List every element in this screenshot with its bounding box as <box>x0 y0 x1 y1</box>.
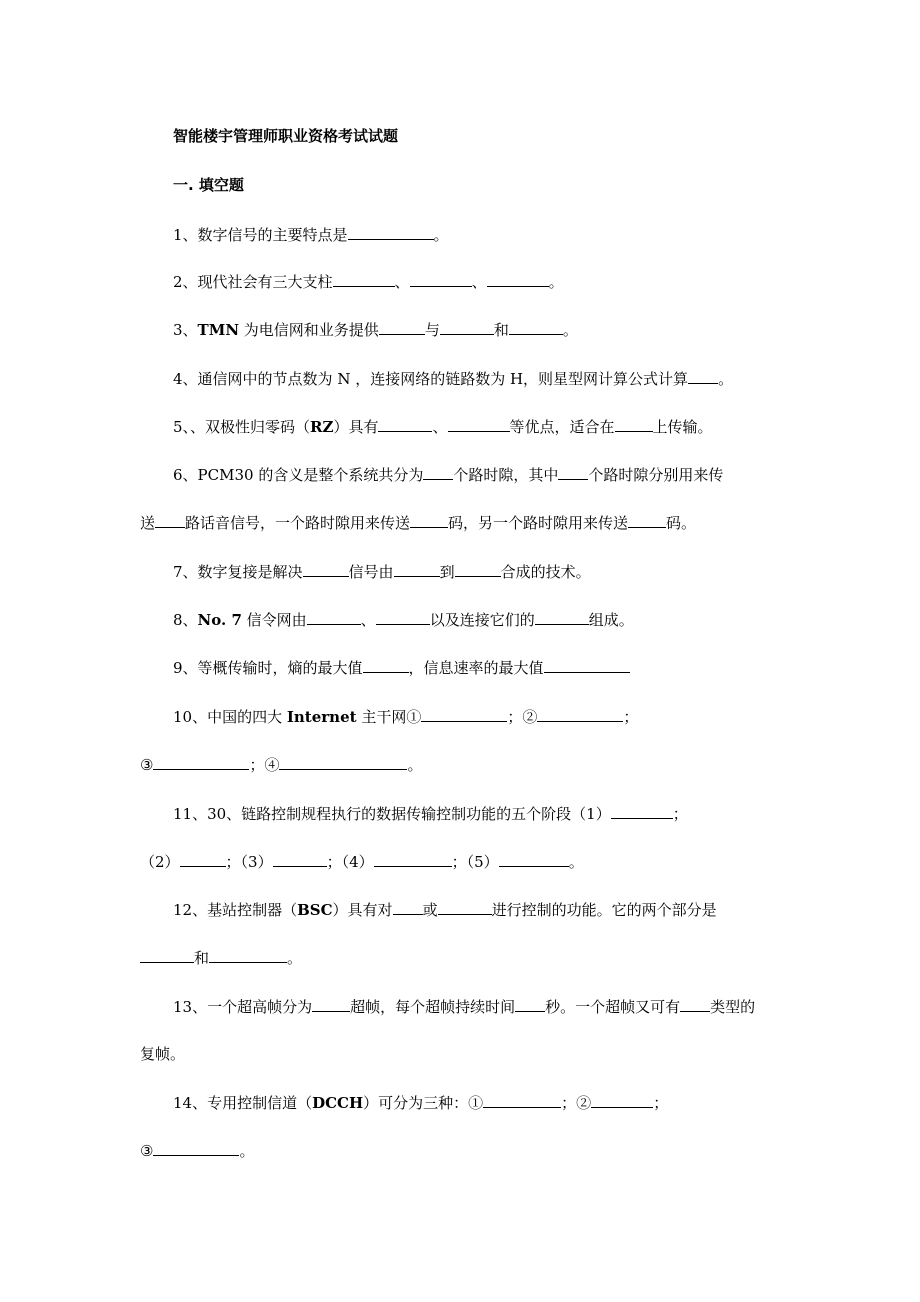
answer-blank[interactable] <box>487 271 549 287</box>
question-3: 3、TMN 为电信网和业务提供 与 和 。 <box>173 321 578 339</box>
question-2: 2、现代社会有三大支柱 、 、 。 <box>173 273 564 291</box>
answer-blank[interactable] <box>140 947 194 963</box>
answer-blank[interactable] <box>483 1092 561 1108</box>
question-6-line-2: 送 路话音信号，一个路时隙用来传送 码，另一个路时隙用来传送 码。 <box>140 514 697 532</box>
question-9: 9、等概传输时，熵的最大值 ，信息速率的最大值 <box>173 657 630 678</box>
answer-blank[interactable] <box>438 899 492 915</box>
answer-blank[interactable] <box>591 1092 653 1108</box>
section-heading: 一. 填空题 <box>173 176 244 194</box>
answer-blank[interactable] <box>421 706 507 722</box>
question-14-line-2: ③ 。 <box>140 1142 255 1160</box>
q10-term: Internet <box>286 708 357 726</box>
answer-blank[interactable] <box>410 512 448 528</box>
answer-blank[interactable] <box>393 899 423 915</box>
answer-blank[interactable] <box>680 996 710 1012</box>
answer-blank[interactable] <box>499 851 569 867</box>
answer-blank[interactable] <box>348 224 434 240</box>
question-12-line-2: 和 。 <box>140 947 302 968</box>
answer-blank[interactable] <box>455 561 501 577</box>
answer-blank[interactable] <box>628 512 666 528</box>
answer-blank[interactable] <box>209 947 287 963</box>
answer-blank[interactable] <box>615 416 653 432</box>
answer-blank[interactable] <box>374 851 452 867</box>
answer-blank[interactable] <box>394 561 440 577</box>
answer-blank[interactable] <box>423 464 453 480</box>
answer-blank[interactable] <box>376 609 430 625</box>
answer-blank[interactable] <box>509 319 563 335</box>
question-10-line-2: ③ ；④ 。 <box>140 756 423 774</box>
q8-term: No. 7 <box>197 611 242 629</box>
question-8: 8、No. 7 信令网由 、 以及连接它们的 组成。 <box>173 611 634 629</box>
answer-blank[interactable] <box>688 368 718 384</box>
answer-blank[interactable] <box>333 271 395 287</box>
answer-blank[interactable] <box>378 416 432 432</box>
answer-blank[interactable] <box>303 561 349 577</box>
answer-blank[interactable] <box>279 754 407 770</box>
answer-blank[interactable] <box>535 609 589 625</box>
answer-blank[interactable] <box>537 706 623 722</box>
answer-blank[interactable] <box>558 464 588 480</box>
answer-blank[interactable] <box>611 803 673 819</box>
q5-term: RZ <box>310 418 334 436</box>
q12-term: BSC <box>297 901 333 919</box>
answer-blank[interactable] <box>153 1140 239 1156</box>
q14-term: DCCH <box>312 1094 364 1112</box>
question-1: 1、数字信号的主要特点是 。 <box>173 226 449 244</box>
page-title: 智能楼宇管理师职业资格考试试题 <box>173 127 399 145</box>
answer-blank[interactable] <box>515 996 545 1012</box>
answer-blank[interactable] <box>448 416 510 432</box>
question-5: 5、、双极性归零码（RZ）具有 、 等优点，适合在 上传输。 <box>173 418 713 436</box>
question-4: 4、通信网中的节点数为 N ，连接网络的链路数为 H，则星型网计算公式计算 。 <box>173 370 734 388</box>
answer-blank[interactable] <box>153 754 249 770</box>
q2-text: 2、现代社会有三大支柱 <box>173 273 333 291</box>
answer-blank[interactable] <box>312 996 350 1012</box>
q3-term: TMN <box>197 321 240 339</box>
question-13-line-2: 复帧。 <box>140 1045 186 1063</box>
answer-blank[interactable] <box>440 319 494 335</box>
question-14-line-1: 14、专用控制信道（DCCH）可分为三种：① ；② ； <box>173 1094 669 1112</box>
answer-blank[interactable] <box>273 851 327 867</box>
question-6-line-1: 6、PCM30 的含义是整个系统共分为 个路时隙，其中 个路时隙分别用来传 <box>173 466 724 484</box>
question-11-line-2: （2） ；（3） ；（4） ；（5） 。 <box>140 853 584 871</box>
answer-blank[interactable] <box>155 512 185 528</box>
answer-blank[interactable] <box>180 851 226 867</box>
answer-blank[interactable] <box>379 319 425 335</box>
answer-blank[interactable] <box>307 609 361 625</box>
answer-blank[interactable] <box>544 657 630 673</box>
question-12-line-1: 12、基站控制器（BSC）具有对 或 进行控制的功能。它的两个部分是 <box>173 901 717 919</box>
question-7: 7、数字复接是解决 信号由 到 合成的技术。 <box>173 563 591 581</box>
question-13-line-1: 13、一个超高帧分为 超帧，每个超帧持续时间 秒。一个超帧又可有 类型的 <box>173 998 756 1016</box>
q1-text: 1、数字信号的主要特点是 <box>173 226 348 244</box>
answer-blank[interactable] <box>363 657 409 673</box>
question-11-line-1: 11、30、链路控制规程执行的数据传输控制功能的五个阶段（1） ； <box>173 805 688 823</box>
question-10-line-1: 10、中国的四大 Internet 主干网① ；② ； <box>173 708 639 726</box>
answer-blank[interactable] <box>410 271 472 287</box>
